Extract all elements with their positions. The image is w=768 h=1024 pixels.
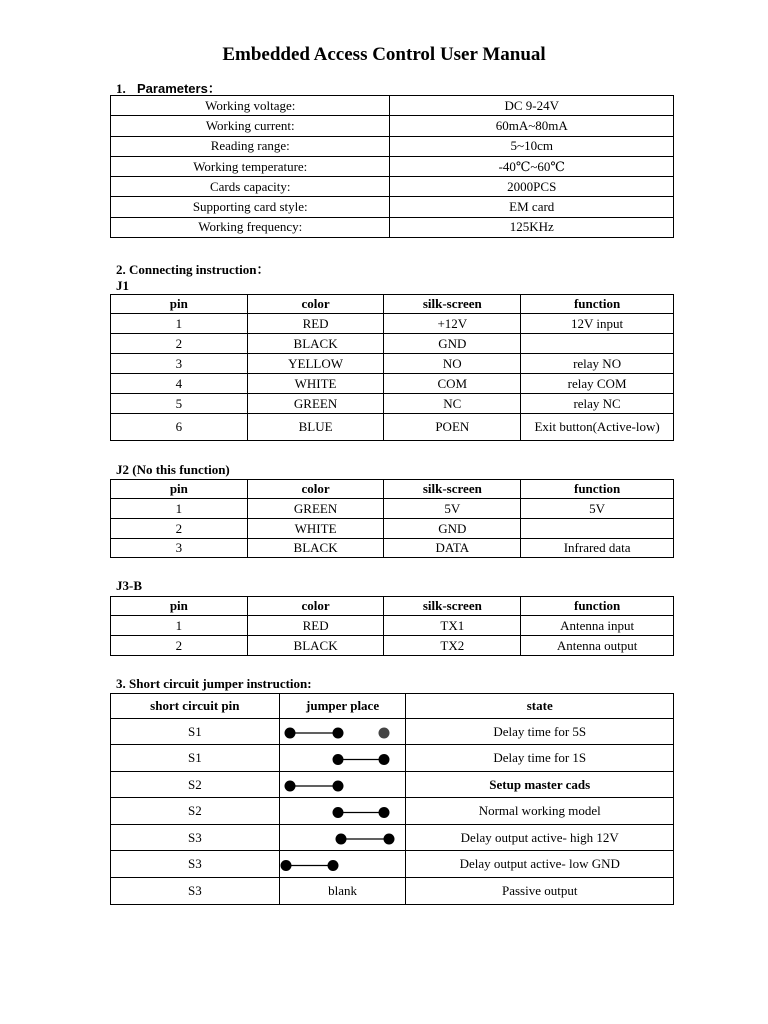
silk-screen-cell: GND <box>384 519 521 539</box>
color-cell: GREEN <box>247 394 384 414</box>
jumper-pin-cell: S2 <box>111 798 280 825</box>
parameter-name: Working frequency: <box>111 217 390 237</box>
j3b-header-silk: silk-screen <box>384 597 521 616</box>
function-cell: Infrared data <box>521 539 674 558</box>
function-cell: relay COM <box>521 374 674 394</box>
jumper-row <box>111 798 674 825</box>
j3b-header-function: function <box>521 597 674 616</box>
table-row <box>111 539 674 558</box>
jumper-state-cell: Delay time for 5S <box>406 719 674 745</box>
table-row <box>111 374 674 394</box>
jumper-state-cell: Delay time for 1S <box>406 745 674 772</box>
jumper-pin-cell: S3 <box>111 878 280 905</box>
jumper-place-cell <box>279 851 406 878</box>
jumper-diagram <box>280 825 407 851</box>
j2-table <box>110 479 674 558</box>
table-row <box>111 334 674 354</box>
page-title: Embedded Access Control User Manual <box>222 44 546 65</box>
jumper-row <box>111 719 674 745</box>
jumper-pin-dot <box>378 807 389 818</box>
parameter-name: Cards capacity: <box>111 177 390 197</box>
parameter-value: 2000PCS <box>390 177 674 197</box>
jumper-header-pin: short circuit pin <box>111 694 280 719</box>
silk-screen-cell: NC <box>384 394 521 414</box>
jumper-pin-cell: S1 <box>111 719 280 745</box>
parameters-heading-number: 1. <box>116 81 126 96</box>
parameter-name: Working voltage: <box>111 96 390 116</box>
color-cell: BLACK <box>247 334 384 354</box>
j1-label: J1 <box>116 278 129 293</box>
jumper-heading: 3. Short circuit jumper instruction: <box>116 676 312 691</box>
parameter-row <box>111 156 674 176</box>
parameter-value: 5~10cm <box>390 136 674 156</box>
jumper-row <box>111 745 674 772</box>
silk-screen-cell: DATA <box>384 539 521 558</box>
jumper-diagram <box>280 851 407 878</box>
jumper-diagram <box>280 719 407 745</box>
table-row <box>111 519 674 539</box>
j2-header-color: color <box>247 480 384 499</box>
jumper-state-cell: Passive output <box>406 878 674 905</box>
jumper-pin-dot <box>284 781 295 792</box>
jumper-place-cell <box>279 825 406 851</box>
jumper-state-cell: Setup master cads <box>406 772 674 798</box>
function-cell: 12V input <box>521 314 674 334</box>
jumper-pin-cell: S3 <box>111 825 280 851</box>
parameter-name: Working current: <box>111 116 390 136</box>
j1-header-silk: silk-screen <box>384 295 521 314</box>
jumper-header-state: state <box>406 694 674 719</box>
function-cell <box>521 334 674 354</box>
jumper-pin-dot <box>332 781 343 792</box>
parameter-name: Reading range: <box>111 136 390 156</box>
silk-screen-cell: COM <box>384 374 521 394</box>
silk-screen-cell: GND <box>384 334 521 354</box>
parameter-row <box>111 217 674 237</box>
jumper-pin-dot <box>284 728 295 739</box>
color-cell: BLUE <box>247 414 384 441</box>
pin-cell: 4 <box>111 374 248 394</box>
jumper-pin-dot <box>332 807 343 818</box>
jumper-pin-cell: S2 <box>111 772 280 798</box>
function-cell <box>521 519 674 539</box>
parameter-value: DC 9-24V <box>390 96 674 116</box>
function-cell: Antenna input <box>521 616 674 636</box>
jumper-place-cell <box>279 745 406 772</box>
jumper-table <box>110 693 674 905</box>
j1-table <box>110 294 674 441</box>
jumper-pin-dot <box>378 728 389 739</box>
silk-screen-cell: POEN <box>384 414 521 441</box>
color-cell: RED <box>247 616 384 636</box>
jumper-pin-dot <box>280 860 291 871</box>
silk-screen-cell: TX1 <box>384 616 521 636</box>
silk-screen-cell: NO <box>384 354 521 374</box>
j3b-table <box>110 596 674 656</box>
parameter-value: 125KHz <box>390 217 674 237</box>
parameter-name: Supporting card style: <box>111 197 390 217</box>
j3b-header-color: color <box>247 597 384 616</box>
j2-header-pin: pin <box>111 480 248 499</box>
jumper-pin-dot <box>335 834 346 845</box>
parameters-table <box>110 95 674 238</box>
jumper-pin-cell: S1 <box>111 745 280 772</box>
function-cell: Exit button(Active-low) <box>521 414 674 441</box>
jumper-place-cell <box>279 798 406 825</box>
j3b-label: J3-B <box>116 578 142 593</box>
color-cell: BLACK <box>247 636 384 656</box>
pin-cell: 1 <box>111 499 248 519</box>
jumper-header-place: jumper place <box>279 694 406 719</box>
silk-screen-cell: 5V <box>384 499 521 519</box>
jumper-place-cell <box>279 772 406 798</box>
function-cell: relay NO <box>521 354 674 374</box>
parameter-row <box>111 96 674 116</box>
jumper-pin-dot <box>378 754 389 765</box>
color-cell: RED <box>247 314 384 334</box>
connecting-heading: 2. Connecting instruction： <box>116 262 270 277</box>
color-cell: YELLOW <box>247 354 384 374</box>
table-row <box>111 499 674 519</box>
color-cell: WHITE <box>247 374 384 394</box>
jumper-state-cell: Delay output active- high 12V <box>406 825 674 851</box>
pin-cell: 1 <box>111 616 248 636</box>
j1-header-color: color <box>247 295 384 314</box>
parameter-value: EM card <box>390 197 674 217</box>
pin-cell: 6 <box>111 414 248 441</box>
jumper-diagram <box>280 798 407 825</box>
jumper-pin-cell: S3 <box>111 851 280 878</box>
parameter-name: Working temperature: <box>111 156 390 176</box>
jumper-state-cell: Normal working model <box>406 798 674 825</box>
color-cell: WHITE <box>247 519 384 539</box>
function-cell: Antenna output <box>521 636 674 656</box>
function-cell: relay NC <box>521 394 674 414</box>
color-cell: BLACK <box>247 539 384 558</box>
pin-cell: 5 <box>111 394 248 414</box>
j1-header-pin: pin <box>111 295 248 314</box>
parameter-row <box>111 136 674 156</box>
pin-cell: 2 <box>111 334 248 354</box>
j3b-header-pin: pin <box>111 597 248 616</box>
jumper-pin-dot <box>383 834 394 845</box>
pin-cell: 2 <box>111 636 248 656</box>
jumper-place-cell: blank <box>279 878 406 905</box>
color-cell: GREEN <box>247 499 384 519</box>
j2-header-function: function <box>521 480 674 499</box>
pin-cell: 3 <box>111 539 248 558</box>
jumper-diagram <box>280 745 407 772</box>
j1-header-function: function <box>521 295 674 314</box>
jumper-pin-dot <box>332 754 343 765</box>
pin-cell: 2 <box>111 519 248 539</box>
parameter-row <box>111 197 674 217</box>
jumper-pin-dot <box>327 860 338 871</box>
jumper-place-cell <box>279 719 406 745</box>
silk-screen-cell: TX2 <box>384 636 521 656</box>
table-row <box>111 616 674 636</box>
table-row <box>111 354 674 374</box>
jumper-row <box>111 772 674 798</box>
j2-label: J2 (No this function) <box>116 462 230 477</box>
jumper-row <box>111 825 674 851</box>
table-row <box>111 414 674 441</box>
parameter-value: 60mA~80mA <box>390 116 674 136</box>
jumper-state-cell: Delay output active- low GND <box>406 851 674 878</box>
parameters-heading-text: Parameters： <box>137 81 221 96</box>
silk-screen-cell: +12V <box>384 314 521 334</box>
jumper-row <box>111 851 674 878</box>
function-cell: 5V <box>521 499 674 519</box>
jumper-diagram <box>280 772 407 798</box>
pin-cell: 3 <box>111 354 248 374</box>
jumper-row <box>111 878 674 905</box>
parameter-row <box>111 177 674 197</box>
jumper-pin-dot <box>332 728 343 739</box>
pin-cell: 1 <box>111 314 248 334</box>
table-row <box>111 636 674 656</box>
table-row <box>111 314 674 334</box>
parameter-row <box>111 116 674 136</box>
j2-header-silk: silk-screen <box>384 480 521 499</box>
parameter-value: -40℃~60℃ <box>390 156 674 176</box>
table-row <box>111 394 674 414</box>
